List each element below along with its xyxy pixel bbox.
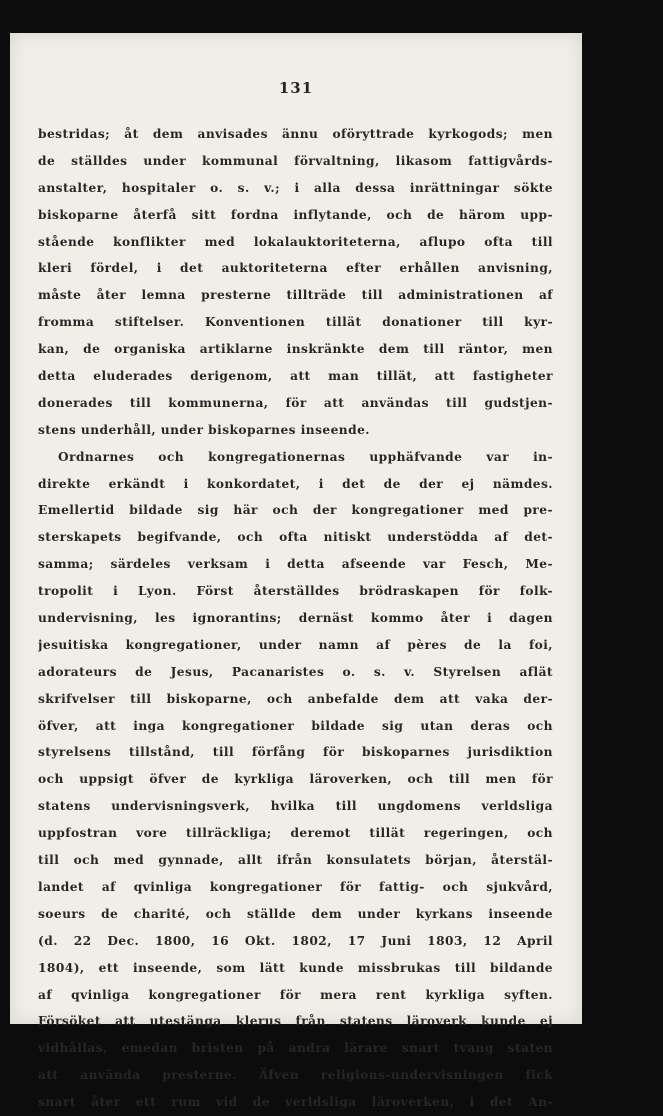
text-line: statens undervisningsverk, hvilka till ungdomens verldsliga (38, 799, 553, 814)
book-page (10, 33, 582, 1110)
text-line: af qvinliga kongregationer för mera rent kyrkliga syften. (38, 987, 553, 1002)
text-line: snart åter ett rum vid de verldsliga läroverken, i det An- (38, 1095, 553, 1110)
text-line: samma; särdeles verksam i detta afseende var Fesch, Me- (38, 557, 553, 572)
text-line: sterskapets begifvande, och ofta nitiskt understödda af det- (38, 530, 553, 545)
text-line: styrelsens tillstånd, till förfång för biskoparnes jurisdiktion (38, 745, 553, 760)
text-line: tropolit i Lyon. Först återställdes brödraskapen för folk- (38, 584, 553, 599)
text-line: Emellertid bildade sig här och der kongregationer med pre- (38, 503, 553, 518)
text-line: kleri fördel, i det auktoriteterna efter erhållen anvisning, (38, 261, 553, 276)
text-line: undervisning, les ignorantins; dernäst kommo åter i dagen (38, 611, 553, 626)
text-line: vidhållas, emedan bristen på andra lärare snart tvang staten (38, 1041, 553, 1056)
text-line: uppfostran vore tillräckliga; deremot tillät regeringen, och (38, 826, 553, 841)
text-line: stens underhåll, under biskoparnes inseende. (38, 422, 370, 437)
text-line: bestridas; åt dem anvisades ännu oföryttrade kyrkogods; men (38, 127, 553, 141)
text-line: och uppsigt öfver de kyrkliga läroverken, och till men för (38, 772, 553, 787)
text-line: fromma stiftelser. Konventionen tillät donationer till kyr- (38, 315, 553, 330)
body-text (38, 121, 553, 1116)
text-line: (d. 22 Dec. 1800, 16 Okt. 1802, 17 Juni 1803, 12 April (38, 933, 553, 948)
text-line: de ställdes under kommunal förvaltning, likasom fattigvårds- (38, 153, 553, 168)
text-line: detta eluderades derigenom, att man tillät, att fastigheter (38, 369, 553, 384)
text-line: 1804), ett inseende, som lätt kunde missbrukas till bildande (38, 960, 553, 975)
text-line: direkte erkändt i konkordatet, i det de der ej nämdes. (38, 476, 553, 491)
text-line: jesuitiska kongregationer, under namn af pères de la foi, (38, 637, 553, 652)
text-line: soeurs de charité, och ställde dem under kyrkans inseende (38, 906, 553, 921)
page-number: 131 (278, 79, 314, 97)
text-line: biskoparne återfå sitt fordna inflytande, och de härom upp- (38, 207, 553, 222)
text-line: att använda presterne. Äfven religions-undervisningen fick (38, 1068, 553, 1083)
text-line: öfver, att inga kongregationer bildade sig utan deras och (38, 718, 553, 733)
text-line: anstalter, hospitaler o. s. v.; i alla dessa inrättningar sökte (38, 180, 553, 195)
text-line: till och med gynnade, allt ifrån konsulatets början, återstäl- (38, 853, 553, 868)
text-line: landet af qvinliga kongregationer för fattig- och sjukvård, (38, 879, 553, 894)
text-line: adorateurs de Jesus, Pacanaristes o. s. v. Styrelsen aflät (38, 664, 553, 679)
text-line: donerades till kommunerna, för att användas till gudstjen- (38, 395, 553, 410)
text-line: kan, de organiska artiklarne inskränkte dem till räntor, men (38, 342, 553, 357)
text-line: Försöket att utestänga klerus från statens läroverk kunde ej (38, 1014, 553, 1029)
text-line: Ordnarnes och kongregationernas upphäfvande var in- (58, 449, 553, 464)
text-line: måste åter lemna presterne tillträde till administrationen af (38, 288, 553, 303)
text-line: stående konflikter med lokalauktoriteterna, aflupo ofta till (38, 234, 553, 249)
text-line: skrifvelser till biskoparne, och anbefalde dem att vaka der- (38, 691, 553, 706)
